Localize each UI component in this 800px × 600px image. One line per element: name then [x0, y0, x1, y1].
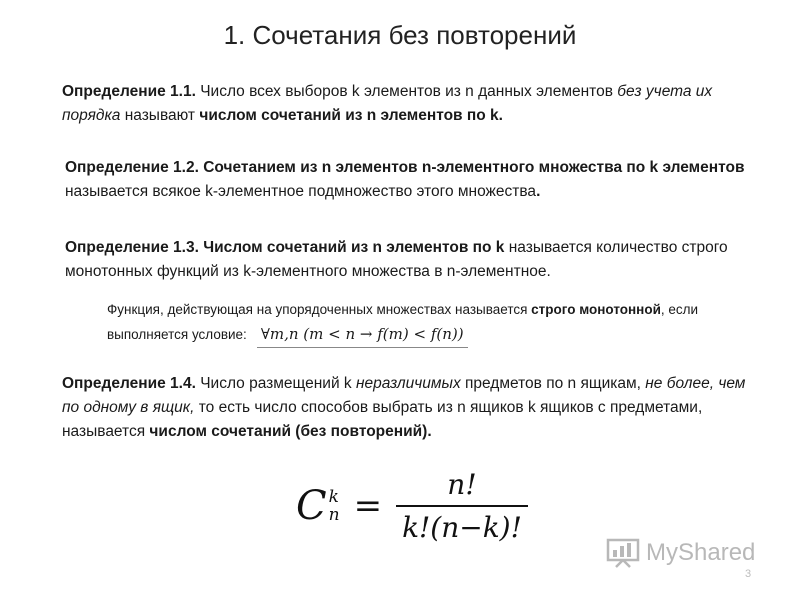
monotonic-note — [107, 298, 707, 348]
note-term: строго монотонной — [531, 302, 661, 317]
monotonic-condition: ∀m,n (m < n → f(m) < f(n)) — [257, 322, 468, 348]
presentation-icon — [606, 538, 640, 568]
definition-label: Определение 1.3. — [65, 239, 199, 256]
definition-text: называют — [120, 107, 200, 124]
definition-1-4 — [62, 372, 762, 444]
definition-italic: не более, чем по одному в ящик, — [62, 375, 746, 416]
definition-term: числом сочетаний (без повторений). — [149, 423, 432, 440]
logo-text: MyShared — [646, 539, 756, 566]
definition-label: Определение 1.1. — [62, 83, 196, 100]
page-number: 3 — [745, 568, 752, 580]
definition-period: . — [536, 183, 541, 200]
slide-title: 1. Сочетания без повторений — [223, 20, 577, 50]
formula-indices — [329, 488, 340, 524]
formula-lhs — [296, 483, 340, 529]
definition-text: Число размещений k — [195, 375, 356, 392]
definition-1-3 — [65, 236, 765, 284]
definition-text: называется количество строго монотонных функций из k-элементного множества в n-элементное. — [65, 239, 728, 280]
definition-text: Число всех выборов k элементов из n данных элементов — [195, 83, 618, 100]
note-text: , если выполняется условие: — [107, 302, 699, 342]
formula-numerator: n! — [447, 468, 477, 501]
definition-text: называется всякое k-элементное подмножество этого множества — [65, 183, 537, 200]
definition-text: предметов по n ящикам, — [460, 375, 646, 392]
definition-label: Определение 1.2. — [65, 159, 199, 176]
definition-1-1 — [62, 80, 752, 128]
definition-term: Сочетанием из n элементов n-элементного множества по k элементов — [198, 159, 745, 176]
definition-term: числом сочетаний из n элементов по k. — [199, 107, 503, 124]
definition-label: Определение 1.4. — [62, 375, 196, 392]
definition-1-2 — [65, 156, 755, 204]
myshared-logo — [606, 538, 755, 568]
formula-symbol: C — [296, 483, 327, 529]
combination-formula — [296, 466, 528, 546]
definition-text: то есть число способов выбрать из n ящиков k ящиков с предметами, называется — [62, 399, 703, 440]
formula-denominator: k!(n−k)! — [396, 505, 528, 544]
definition-italic: без учета их порядка — [62, 83, 713, 124]
formula-equals: = — [353, 486, 383, 526]
definition-term: Числом сочетаний из n элементов по k — [198, 239, 505, 256]
formula-fraction — [396, 468, 528, 544]
formula-sub: n — [328, 505, 340, 525]
note-text: Функция, действующая на упорядоченных множествах называется — [107, 302, 532, 317]
definition-italic: неразличимых — [356, 375, 461, 392]
formula-sup: k — [328, 487, 339, 507]
